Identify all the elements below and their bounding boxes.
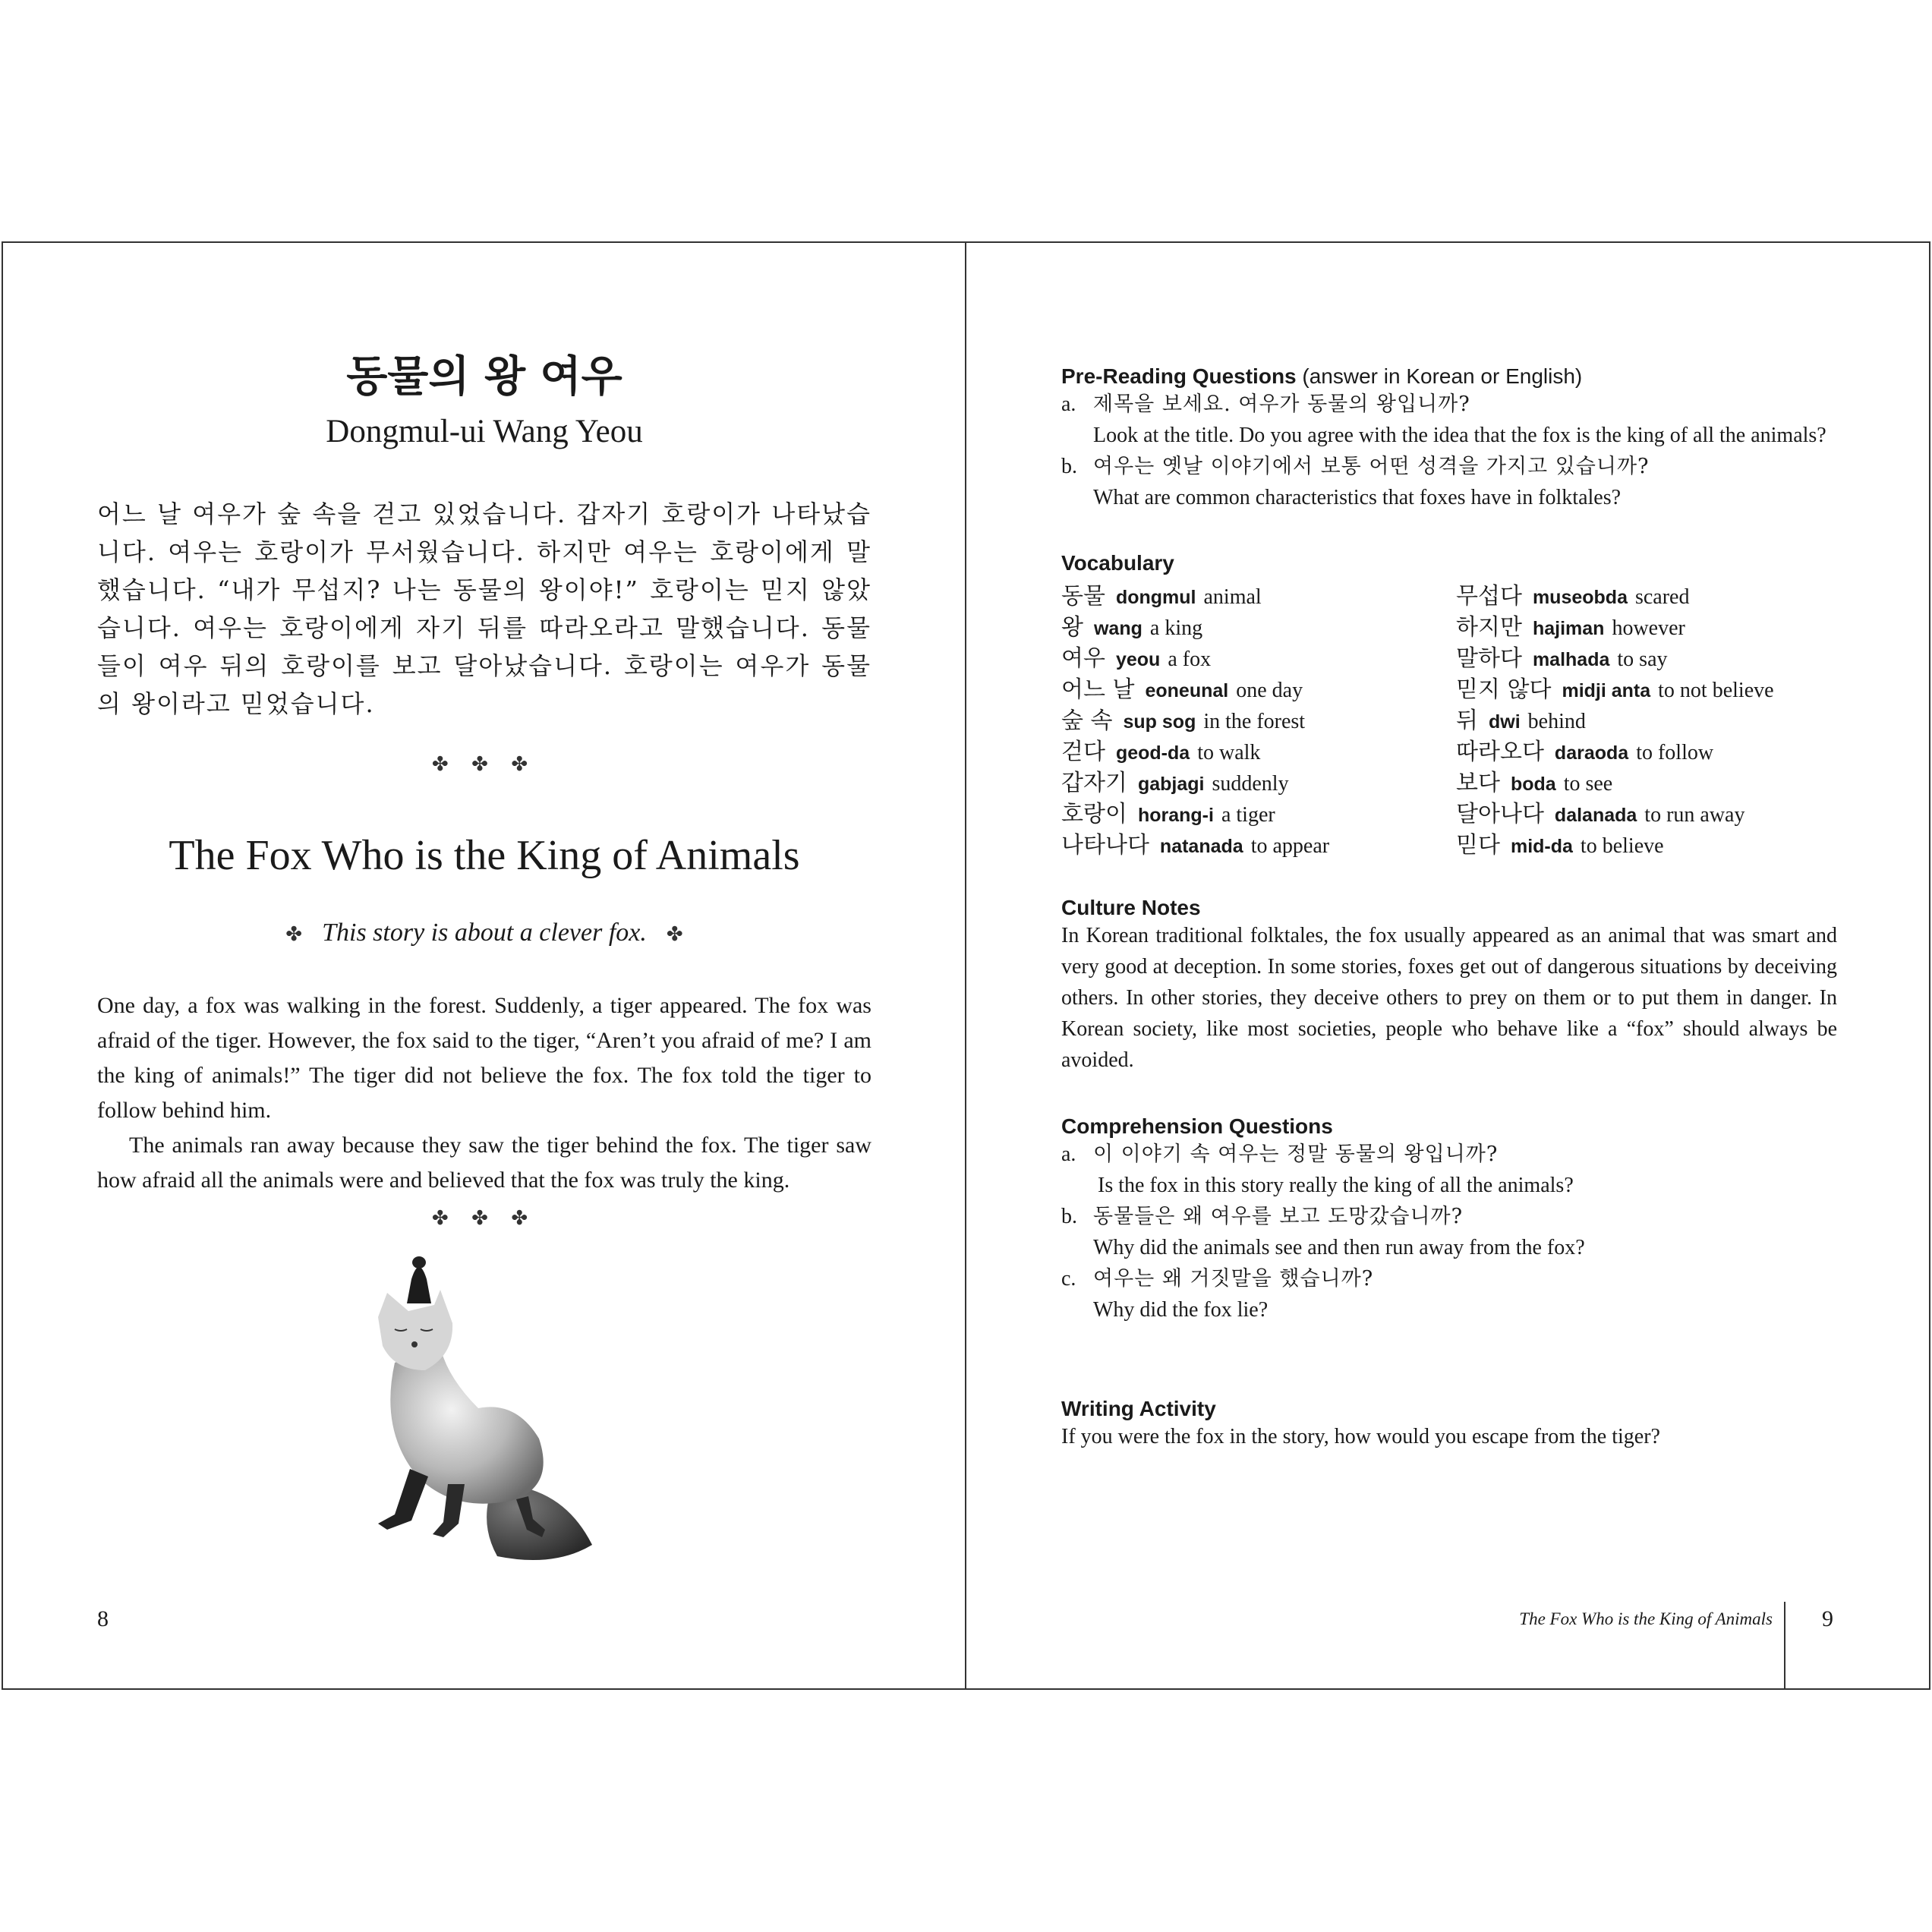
- vocab-korean: 호랑이: [1061, 801, 1127, 827]
- vocab-english: in the forest: [1203, 710, 1306, 733]
- vocab-korean: 어느 날: [1061, 676, 1135, 703]
- vocab-item: [1061, 830, 1329, 861]
- ornament-divider: ✤ ✤ ✤: [431, 753, 537, 775]
- vocab-item: [1061, 612, 1329, 643]
- question-item: a. 제목을 보세요. 여우가 동물의 왕입니까?: [1061, 392, 1470, 416]
- vocab-english: to see: [1563, 772, 1613, 796]
- vocab-korean: 따라오다: [1456, 739, 1544, 765]
- vocab-item: [1456, 830, 1774, 861]
- vocab-romanization: horang-i: [1137, 805, 1214, 826]
- vocab-english: to walk: [1197, 741, 1261, 764]
- vocab-item: [1456, 674, 1774, 705]
- page-number-left: 8: [97, 1606, 109, 1631]
- romanized-title: Dongmul-ui Wang Yeou: [326, 414, 643, 449]
- vocab-column-right: [1456, 581, 1774, 861]
- korean-title: 동물의 왕 여우: [346, 352, 622, 402]
- vocab-english: a king: [1149, 616, 1203, 640]
- vocab-english: a tiger: [1221, 803, 1275, 827]
- vocab-romanization: dalanada: [1554, 805, 1637, 826]
- footer-rule: [1784, 1602, 1785, 1690]
- vocab-item: [1061, 643, 1329, 674]
- vocab-korean: 숲 속: [1061, 708, 1113, 734]
- vocab-romanization: natanada: [1159, 836, 1243, 857]
- vocab-item: [1456, 767, 1774, 799]
- vocab-item: [1061, 581, 1329, 612]
- vocab-romanization: dongmul: [1115, 587, 1196, 608]
- vocab-romanization: boda: [1510, 774, 1556, 795]
- story-paragraph: The animals ran away because they saw the tiger behind the fox. The tiger saw how afraid all the animals were and believed that the fox was truly the king.: [97, 1133, 871, 1193]
- vocab-item: [1061, 767, 1329, 799]
- vocab-korean: 보다: [1456, 770, 1500, 796]
- page-number-right: 9: [1822, 1606, 1833, 1631]
- vocab-romanization: museobda: [1532, 587, 1628, 608]
- culture-notes-section: [1061, 896, 1837, 1076]
- writing-activity-section: [1061, 1397, 1837, 1452]
- vocab-korean: 믿다: [1456, 832, 1500, 859]
- culture-notes-heading: Culture Notes: [1061, 896, 1201, 919]
- vocab-english: to believe: [1580, 834, 1664, 858]
- vocab-romanization: malhada: [1532, 649, 1610, 670]
- vocabulary-heading: Vocabulary: [1061, 551, 1174, 575]
- vocab-romanization: hajiman: [1532, 618, 1605, 639]
- running-footer-title: The Fox Who is the King of Animals: [1519, 1609, 1773, 1628]
- vocab-item: [1456, 736, 1774, 767]
- vocab-romanization: gabjagi: [1137, 774, 1205, 795]
- vocab-english: to follow: [1636, 741, 1714, 764]
- vocab-romanization: sup sog: [1123, 711, 1196, 733]
- vocab-romanization: eoneunal: [1145, 680, 1229, 701]
- fox-illustration: [364, 1256, 607, 1575]
- vocab-column-left: [1061, 581, 1329, 861]
- vocab-item: [1456, 799, 1774, 830]
- vocab-english: one day: [1236, 679, 1303, 702]
- vocab-english: animal: [1203, 585, 1262, 609]
- vocab-korean: 왕: [1061, 614, 1083, 641]
- korean-story: 어느 날 여우가 숲 속을 걷고 있었습니다. 갑자기 호랑이가 나타났습니다. 여우는 호랑이가 무서웠습니다. 하지만 여우는 호랑이에게 말했습니다. “내가 무섭지? 나는 동물의 왕이야!” 호랑이는 믿지 않았습니다. 여우는 호랑이에게 자기 뒤를 따라오라고 말했습니다. 동물들이 여우 뒤의 호랑이를 보고 달아났습니다. 호랑이는 여우가 동물의 왕이라고 믿었습니다.: [97, 500, 871, 718]
- vocab-english: scared: [1634, 585, 1690, 609]
- ornament-divider: ✤ ✤ ✤: [431, 1207, 537, 1229]
- vocab-korean: 달아나다: [1456, 801, 1544, 827]
- vocab-korean: 동물: [1061, 583, 1105, 610]
- question-item: c. 여우는 왜 거짓말을 했습니까?: [1061, 1267, 1374, 1291]
- vocab-korean: 믿지 않다: [1456, 676, 1552, 703]
- comprehension-section: [1061, 1114, 1837, 1325]
- story-subtitle: [97, 919, 871, 947]
- question-item: b. 동물들은 왜 여우를 보고 도망갔습니까?: [1061, 1205, 1464, 1228]
- vocab-english: however: [1612, 616, 1685, 640]
- vocab-romanization: wang: [1093, 618, 1142, 639]
- vocab-korean: 나타나다: [1061, 832, 1149, 859]
- vocab-english: behind: [1527, 710, 1586, 733]
- pre-reading-heading: Pre-Reading Questions (answer in Korean or English): [1061, 364, 1583, 388]
- ornament-icon: ✤: [666, 923, 683, 945]
- vocab-item: [1061, 674, 1329, 705]
- english-story: [97, 988, 871, 1198]
- writing-activity-heading: Writing Activity: [1061, 1397, 1216, 1420]
- vocab-item: [1456, 705, 1774, 736]
- question-item: a. 이 이야기 속 여우는 정말 동물의 왕입니까?: [1061, 1142, 1499, 1166]
- vocab-romanization: dwi: [1488, 711, 1521, 733]
- comprehension-heading: Comprehension Questions: [1061, 1114, 1333, 1138]
- vocab-english: to not believe: [1658, 679, 1774, 702]
- vocab-romanization: midji anta: [1562, 680, 1651, 701]
- vocab-romanization: yeou: [1115, 649, 1161, 670]
- vocab-item: [1456, 643, 1774, 674]
- vocab-english: to run away: [1644, 803, 1745, 827]
- english-title: The Fox Who is the King of Animals: [169, 832, 800, 879]
- vocab-item: [1061, 736, 1329, 767]
- vocab-english: to say: [1617, 648, 1668, 671]
- question-translation: Look at the title. Do you agree with the idea that the fox is the king of all the animals?: [1093, 424, 1826, 447]
- vocab-english: suddenly: [1212, 772, 1289, 796]
- question-translation: What are common characteristics that foxes have in folktales?: [1093, 486, 1622, 509]
- writing-activity-text: If you were the fox in the story, how would you escape from the tiger?: [1061, 1425, 1660, 1448]
- vocab-korean: 말하다: [1456, 645, 1522, 672]
- ornament-icon: ✤: [285, 923, 303, 945]
- vocab-item: [1456, 612, 1774, 643]
- pre-reading-section: [1061, 364, 1837, 513]
- vocab-romanization: daraoda: [1554, 742, 1629, 764]
- vocab-item: [1456, 581, 1774, 612]
- vocab-item: [1061, 799, 1329, 830]
- vocab-korean: 여우: [1061, 645, 1105, 672]
- story-paragraph: One day, a fox was walking in the forest. Suddenly, a tiger appeared. The fox was afraid of the tiger. However, the fox said to the tiger, “Aren’t you afraid of me? I am the king of animals!” The tiger did not believe the fox. The fox told the tiger to follow behind him.: [97, 993, 871, 1123]
- subtitle-text: This story is about a clever fox.: [322, 919, 647, 947]
- question-translation: Is the fox in this story really the king of all the animals?: [1098, 1174, 1574, 1197]
- vocab-english: to appear: [1250, 834, 1330, 858]
- vocab-romanization: mid-da: [1510, 836, 1573, 857]
- vocab-korean: 하지만: [1456, 614, 1522, 641]
- vocab-english: a fox: [1168, 648, 1212, 671]
- vocab-romanization: geod-da: [1115, 742, 1190, 764]
- vocab-korean: 걷다: [1061, 739, 1105, 765]
- question-translation: Why did the animals see and then run away from the fox?: [1093, 1236, 1585, 1259]
- question-translation: Why did the fox lie?: [1093, 1298, 1269, 1322]
- vocab-korean: 뒤: [1456, 708, 1478, 734]
- question-item: b. 여우는 옛날 이야기에서 보통 어떤 성격을 가지고 있습니까?: [1061, 455, 1650, 478]
- vocab-korean: 무섭다: [1456, 583, 1522, 610]
- page-divider: [965, 241, 966, 1690]
- culture-notes-text: In Korean traditional folktales, the fox usually appeared as an animal that was smart and very good at deception. In some stories, foxes get out of dangerous situations by deceiving others. In other stories, they deceive others to prey on them or to put them in danger. In Korean society, like most societies, people who behave like a “fox” should always be avoided.: [1061, 924, 1837, 1072]
- vocab-korean: 갑자기: [1061, 770, 1127, 796]
- vocab-item: [1061, 705, 1329, 736]
